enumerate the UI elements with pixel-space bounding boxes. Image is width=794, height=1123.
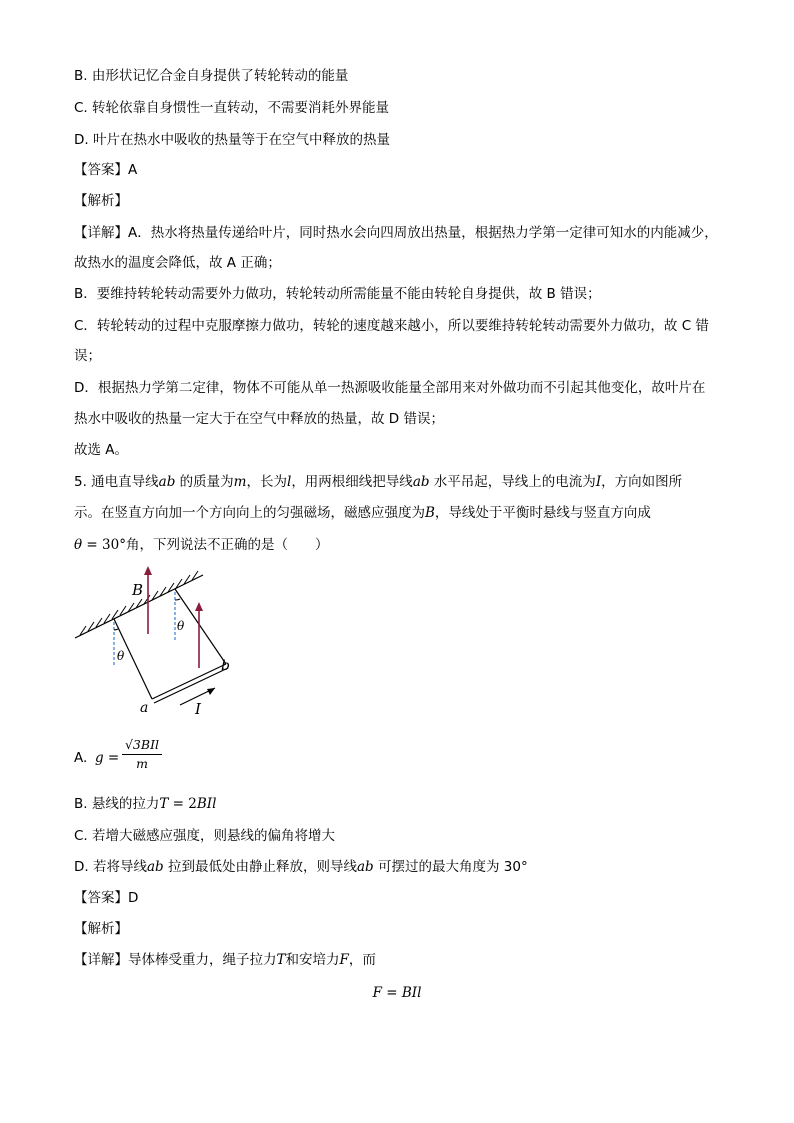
q5-formula: F = BIl — [372, 985, 422, 1001]
q5-option-a-label: A. — [74, 750, 88, 766]
q4-answer: 【答案】A — [74, 162, 138, 178]
q4-detail-d-line1: D．根据热力学第二定律，物体不可能从单一热源吸收能量全部用来对外做功而不引起其他变化，故叶片在 — [74, 380, 706, 396]
conductor-ab — [152, 664, 226, 699]
label-I: I — [195, 700, 201, 718]
q5-analysis-heading: 【解析】 — [74, 921, 128, 937]
q4-detail-c-line1: C．转轮转动的过程中克服摩擦力做功，转轮的速度越来越小，所以要维持转轮转动需要外力做功，故 C 错 — [74, 318, 709, 334]
fraction-numerator: √3BIl — [124, 737, 160, 752]
q4-analysis-heading: 【解析】 — [74, 193, 128, 209]
q4-choose: 故选 A。 — [74, 442, 129, 458]
q4-detail-a-line2: 故热水的温度会降低，故 A 正确； — [74, 255, 281, 271]
q5-answer: 【答案】D — [74, 890, 139, 906]
q5-stem-line1: 5. 通电直导线ab 的质量为m，长为l，用两根细线把导线ab 水平吊起，导线上的电流为I，方向如图所 — [74, 474, 683, 490]
q5-stem-line3: θ = 30°角，下列说法不正确的是（ ） — [74, 537, 329, 553]
q4-detail-c-line2: 误； — [74, 348, 101, 364]
q5-option-c: C. 若增大磁感应强度，则悬线的偏角将增大 — [74, 828, 336, 844]
q4-detail-a-line1: 【详解】A．热水将热量传递给叶片，同时热水会向四周放出热量，根据热力学第一定律可知水的内能减少， — [74, 225, 718, 241]
label-B: B — [132, 581, 144, 599]
label-theta-right: θ — [177, 619, 185, 633]
q5-detail: 【详解】导体棒受重力，绳子拉力T和安培力F，而 — [74, 952, 376, 968]
q4-detail-b: B．要维持转轮转动需要外力做功，转轮转动所需能量不能由转轮自身提供，故 B 错误； — [74, 286, 601, 302]
label-a: a — [140, 700, 149, 716]
q5-stem-line2: 示。在竖直方向加一个方向向上的匀强磁场，磁感应强度为B，导线处于平衡时悬线与竖直方向成 — [74, 505, 651, 521]
q5-figure — [70, 562, 240, 722]
q5-option-a-fraction — [121, 736, 163, 773]
label-b: b — [221, 658, 230, 674]
q4-option-b: B. 由形状记忆合金自身提供了转轮转动的能量 — [74, 68, 349, 84]
q5-option-d: D. 若将导线ab 拉到最低处由静止释放，则导线ab 可摆过的最大角度为 30° — [74, 859, 528, 875]
q5-option-a-lhs: g = — [95, 750, 120, 766]
fraction-denominator: m — [136, 756, 148, 771]
q4-detail-d-line2: 热水中吸收的热量一定大于在空气中释放的热量，故 D 错误； — [74, 411, 444, 427]
q4-option-d: D. 叶片在热水中吸收的热量等于在空气中释放的热量 — [74, 132, 390, 148]
q5-option-b: B. 悬线的拉力T = 2BIl — [74, 796, 217, 812]
label-theta-left: θ — [117, 649, 125, 663]
q4-option-c: C. 转轮依靠自身惯性一直转动，不需要消耗外界能量 — [74, 100, 390, 116]
